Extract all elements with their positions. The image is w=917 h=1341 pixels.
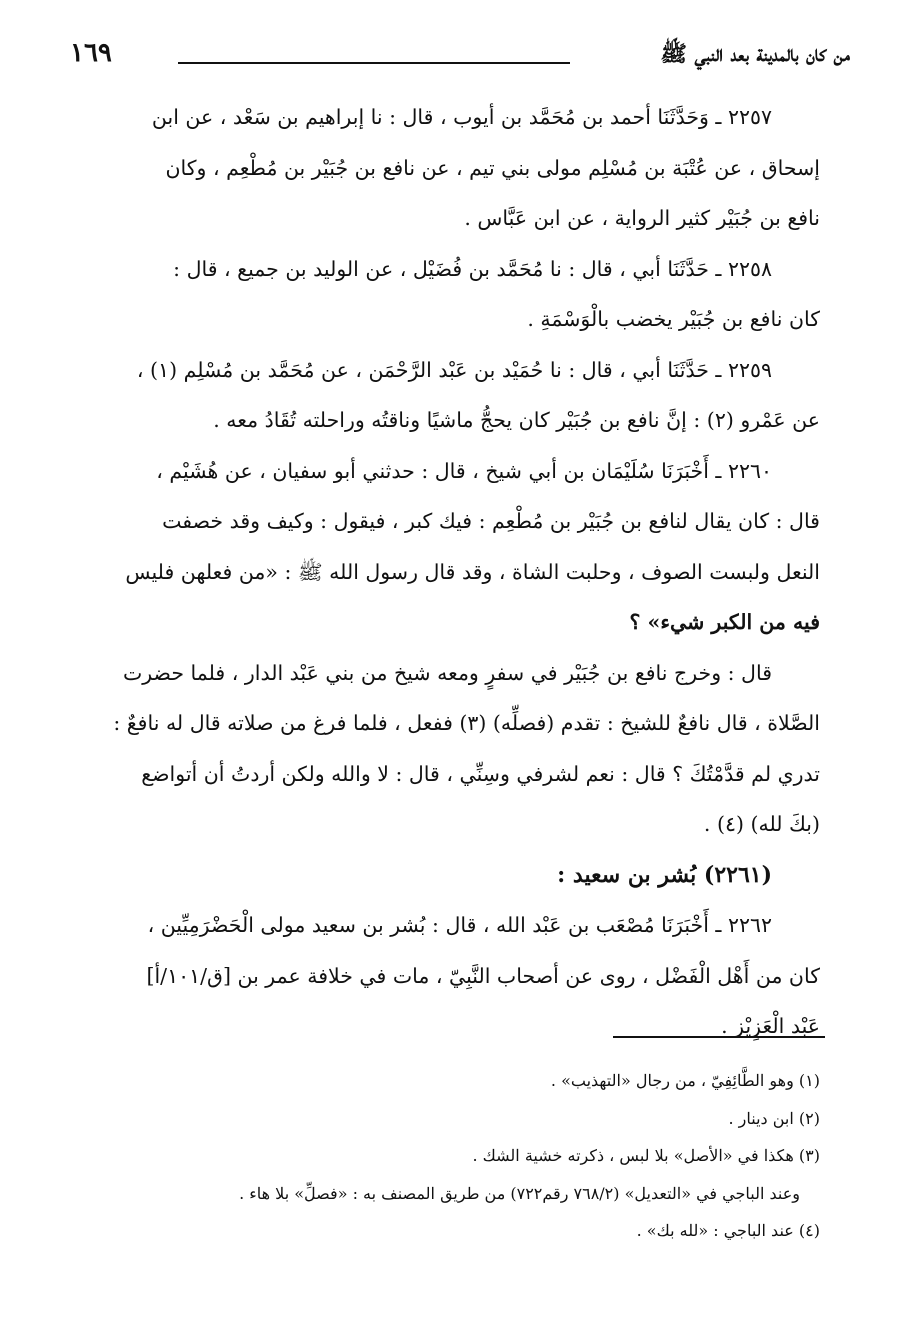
text-line: ٢٢٥٩ ـ حَدَّثَنَا أبي ، قال : نا حُمَيْد بن عَبْد الرَّحْمَن ، عن مُحَمَّد بن مُسْلِم (١) ، [136,357,772,382]
footnote-2: (٢) ابن دينار . [728,1108,820,1128]
text-line: كان نافع بن جُبَيْر يخضب بالْوَسْمَةِ . [527,307,820,331]
text-line: ٢٢٦٢ ـ أَخْبَرَنَا مُصْعَب بن عَبْد الله ، قال : بُشر بن سعيد مولى الْحَضْرَمِيِّين ، [147,913,772,937]
page-number: ١٦٩ [70,38,112,68]
section-heading: (٢٢٦١) بُشر بن سعيد : [557,861,772,888]
main-text [70,92,820,1052]
running-title: من كان بالمدينة بعد النبي ﷺ [660,41,850,67]
footnote-4: (٤) عند الباجي : «لله بك» . [636,1221,820,1240]
text-line: تدري لم قدَّمْتُكَ ؟ قال : نعم لشرفي وسِنِّي ، قال : لا والله ولكن أردتُ أن أتواضع [141,761,820,786]
biography-heading [70,850,820,901]
entry-2260 [70,446,820,648]
text-line: ٢٢٦٠ ـ أَخْبَرَنَا سُلَيْمَان بن أبي شيخ ، قال : حدثني أبو سفيان ، عن هُشَيْم ، [156,458,772,483]
footnote-3: (٣) هكذا في «الأصل» بلا لبس ، ذكرته خشية الشك . [472,1146,820,1165]
text-line: النعل ولبست الصوف ، وحلبت الشاة ، وقد قال رسول الله ﷺ : «من فعلهن فليس [125,559,820,584]
entry-2260-continued [70,648,820,850]
text-line: كان من أَهْل الْفَضْل ، روى عن أصحاب النَّبِيّ ، مات في خلافة عمر بن [ق/١٠١/أ] [146,963,820,988]
text-line: قال : وخرج نافع بن جُبَيْر في سفرٍ ومعه شيخ من بني عَبْد الدار ، فلما حضرت [122,660,772,685]
text-line: ٢٢٥٧ ـ وَحَدَّثَنَا أحمد بن مُحَمَّد بن أيوب ، قال : نا إبراهيم بن سَعْد ، عن ابن [151,105,772,129]
header-rule [178,62,570,64]
text-line: نافع بن جُبَيْر كثير الرواية ، عن ابن عَبَّاس . [464,206,820,230]
text-line: (بكَ لله) (٤) . [703,812,820,836]
text-line: الصَّلاة ، قال نافعٌ للشيخ : تقدم (فصلِّه) (٣) ففعل ، فلما فرغ من صلاته قال له نافعٌ : [113,711,820,735]
footnote-separator [613,1036,825,1038]
entry-2257 [70,92,820,244]
footnote-1: (١) وهو الطَّائِفِيّ ، من رجال «التهذيب» . [550,1071,820,1090]
text-line: قال : كان يقال لنافع بن جُبَيْر بن مُطْعِم : فيك كبر ، فيقول : وكيف وقد خصفت [162,509,820,533]
text-line: عَبْد الْعَزِيْز . [721,1014,820,1038]
text-line: إسحاق ، عن عُتْبَة بن مُسْلِم مولى بني تيم ، عن نافع بن جُبَيْر بن مُطْعِم ، وكان [165,155,820,180]
text-line: فيه من الكبر شيء» ؟ [629,610,820,634]
entry-2262 [70,900,820,1052]
text-line: عن عَمْرو (٢) : إنَّ نافع بن جُبَيْر كان يحجُّ ماشيًا وناقتُه وراحلته تُقَادُ معه . [213,408,820,432]
page-header [70,38,850,78]
footnote-3-continued: وعند الباجي في «التعديل» (٧٦٨/٢ رقم٧٢٢) من طريق المصنف به : «فصلِّ» بلا هاء . [239,1183,800,1203]
footnotes [70,1062,820,1250]
text-line: ٢٢٥٨ ـ حَدَّثَنَا أبي ، قال : نا مُحَمَّد بن فُضَيْل ، عن الوليد بن جميع ، قال : [173,256,772,281]
entry-2259 [70,345,820,446]
entry-2258 [70,244,820,345]
